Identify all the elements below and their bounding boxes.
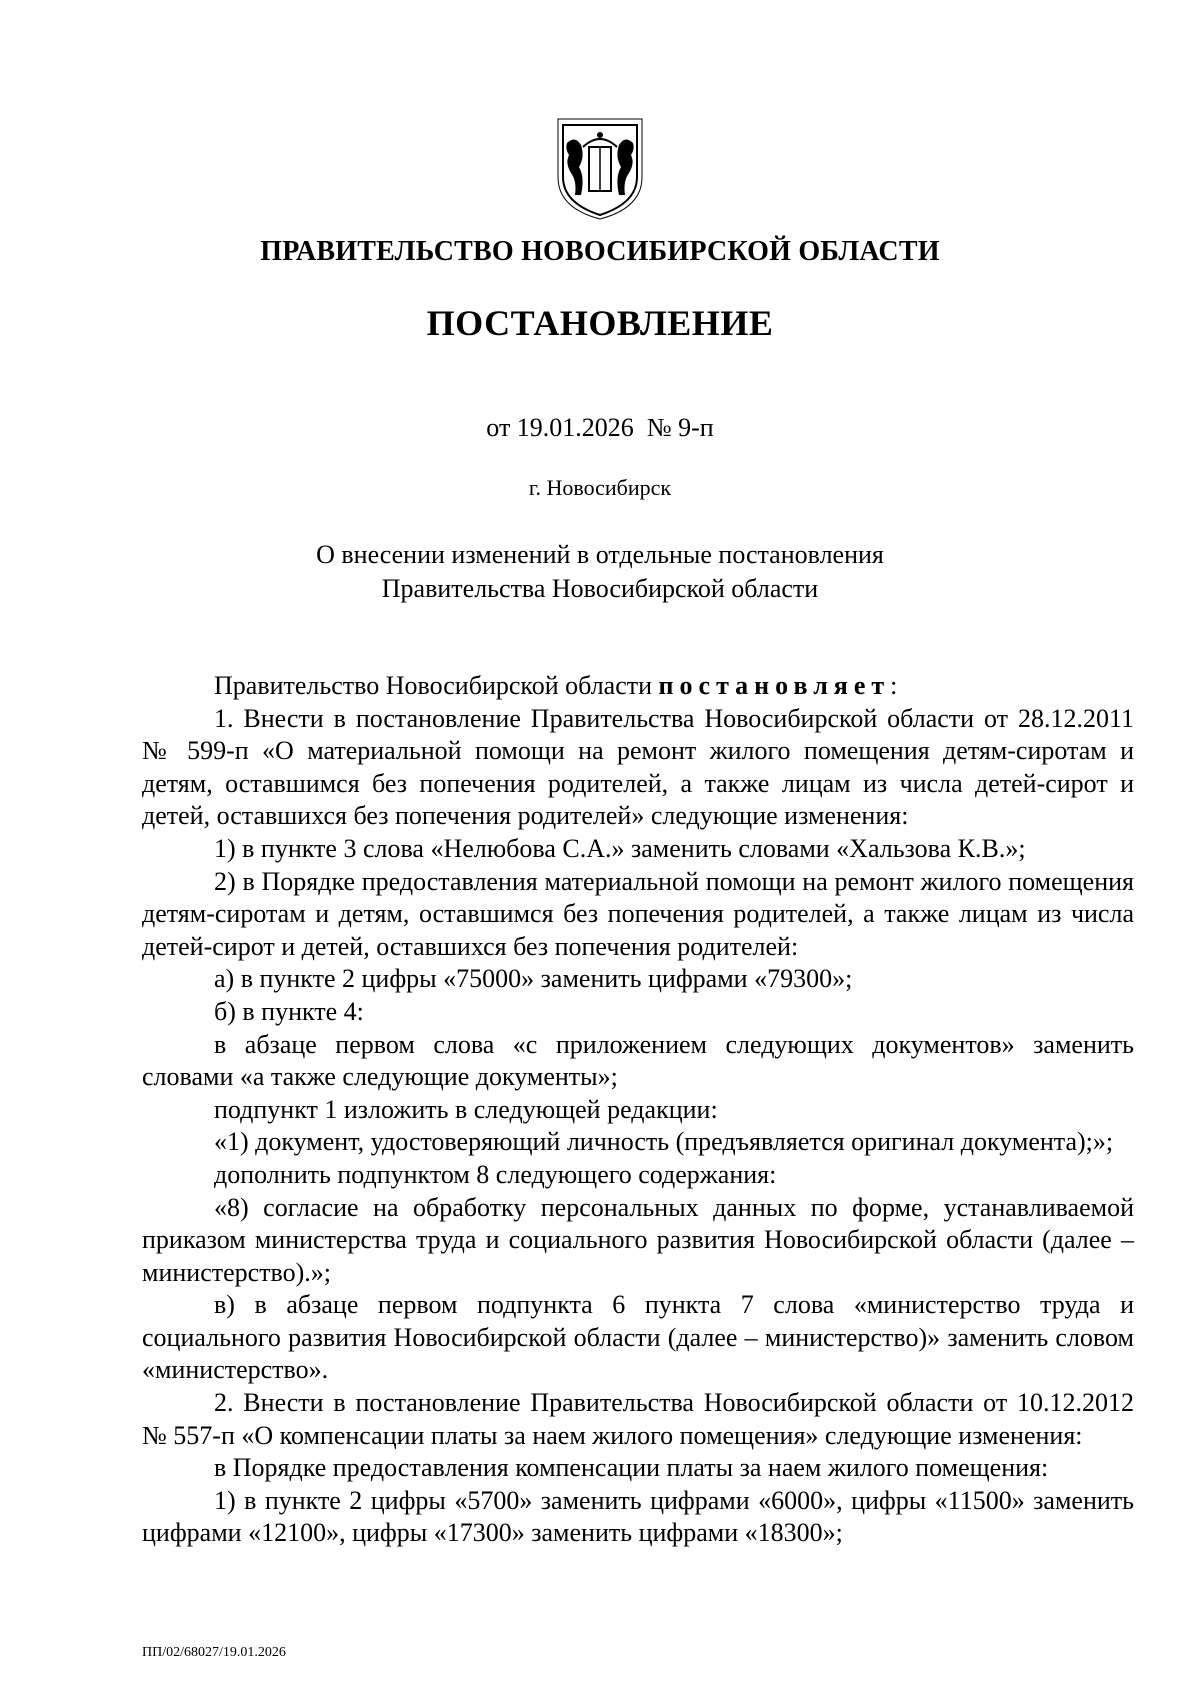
paragraph-14: 1) в пункте 2 цифры «5700» заменить цифрами «6000», цифры «11500» заменить цифрами «12100», цифры «17300» заменить цифрами «18300»; xyxy=(142,1485,1134,1548)
subject-line-1: О внесении изменений в отдельные постановления xyxy=(316,540,884,569)
document-number: № 9-п xyxy=(646,413,714,442)
coat-of-arms-icon xyxy=(555,115,645,220)
paragraph-4: а) в пункте 2 цифры «75000» заменить цифрами «79300»; xyxy=(214,964,853,994)
document-body xyxy=(142,670,1134,1550)
paragraph-11: в) в абзаце первом подпункта 6 пункта 7 слова «министерство труда и социального развития Новосибирской области (далее – министерство)» заменить словом «министерство». xyxy=(142,1290,1134,1385)
paragraph-3: 2) в Порядке предоставления материальной помощи на ремонт жилого помещения детям-сиротам и детям, оставшимся без попечения родителей, а также лицам из числа детей-сирот и детей, оставшихся без попечения родителей: xyxy=(142,866,1134,961)
document-city: г. Новосибирск xyxy=(528,475,672,500)
intro-suffix: : xyxy=(890,671,898,700)
document-date: от 19.01.2026 xyxy=(486,413,634,442)
organization-name: ПРАВИТЕЛЬСТВО НОВОСИБИРСКОЙ ОБЛАСТИ xyxy=(260,236,940,267)
document-type: ПОСТАНОВЛЕНИЕ xyxy=(426,303,774,343)
paragraph-1: 1. Внести в постановление Правительства Новосибирской области от 28.12.2011 № 599-п «О материальной помощи на ремонт жилого помещения детям-сиротам и детям, оставшимся без попечения родителей, а также лицам из числа детей-сирот и детей, оставшихся без попечения родителей» следующие изменения: xyxy=(142,703,1134,831)
date-number-line xyxy=(0,413,1200,443)
paragraph-2: 1) в пункте 3 слова «Нелюбова С.А.» заменить словами «Хальзова К.В.»; xyxy=(214,833,1026,863)
document-subject xyxy=(0,538,1200,606)
paragraph-8: «1) документ, удостоверяющий личность (предъявляется оригинал документа);»; xyxy=(214,1127,1114,1157)
paragraph-12: 2. Внести в постановление Правительства Новосибирской области от 10.12.2012 № 557-п «О компенсации платы за наем жилого помещения» следующие изменения: xyxy=(142,1388,1134,1450)
paragraph-9: дополнить подпунктом 8 следующего содержания: xyxy=(214,1159,777,1189)
paragraph-7: подпункт 1 изложить в следующей редакции: xyxy=(214,1094,718,1124)
intro-prefix: Правительство Новосибирской области xyxy=(214,671,653,700)
paragraph-5: б) в пункте 4: xyxy=(214,996,364,1026)
intro-paragraph xyxy=(142,670,1134,703)
paragraph-10: «8) согласие на обработку персональных данных по форме, устанавливаемой приказом министерства труда и социального развития Новосибирской области (далее – министерство).»; xyxy=(142,1192,1134,1287)
intro-verb: постановляет xyxy=(658,671,891,700)
subject-line-2: Правительства Новосибирской области xyxy=(381,574,819,603)
document-code: ПП/02/68027/19.01.2026 xyxy=(142,1645,286,1660)
paragraph-13: в Порядке предоставления компенсации платы за наем жилого помещения: xyxy=(214,1453,1049,1483)
paragraph-6: в абзаце первом слова «с приложением следующих документов» заменить словами «а также следующие документы»; xyxy=(142,1029,1134,1092)
